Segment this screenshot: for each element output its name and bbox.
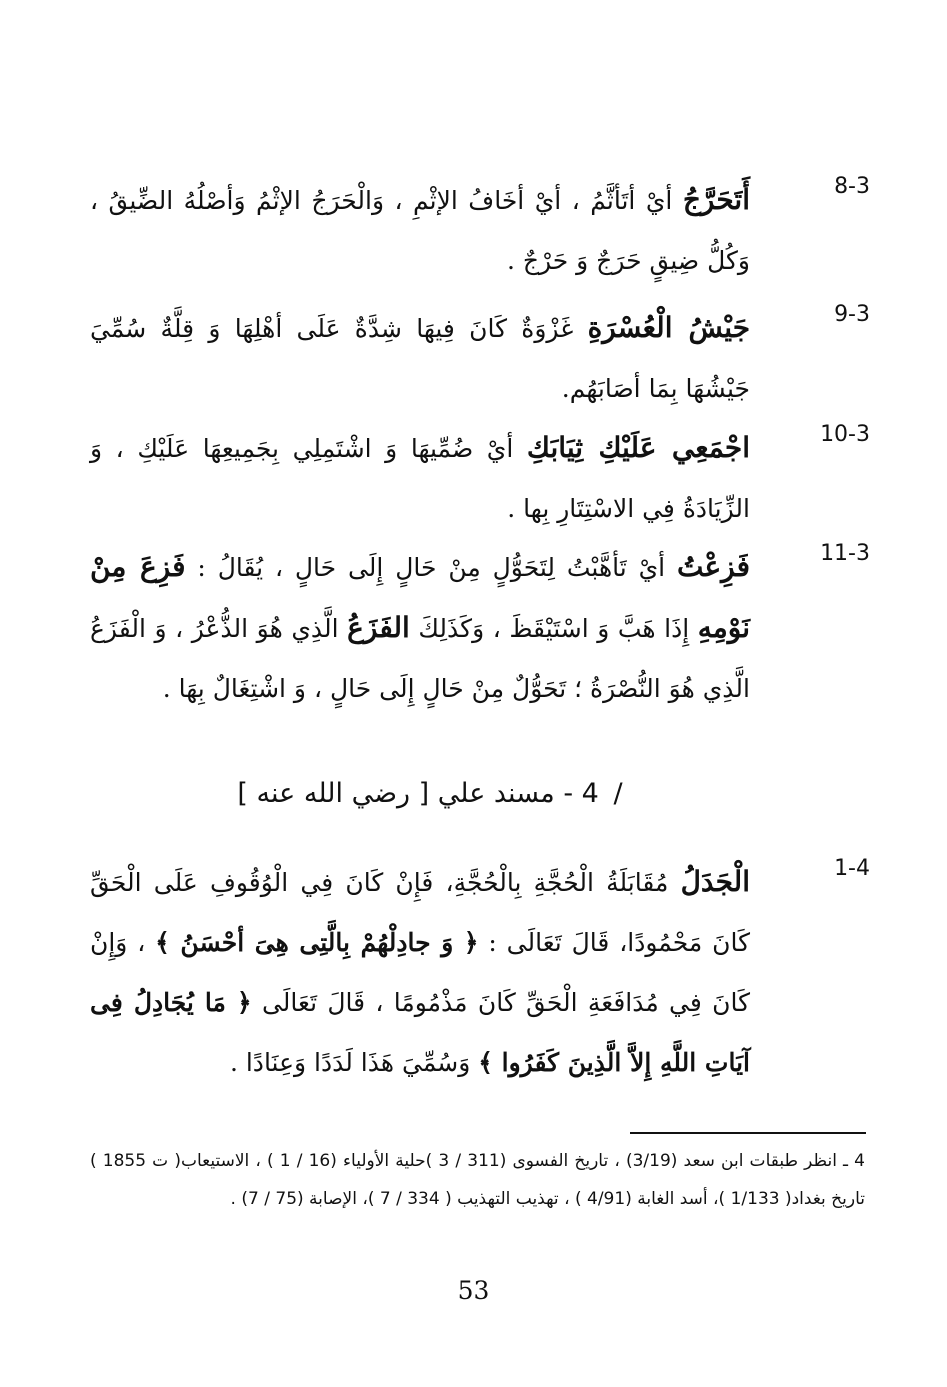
entry-term-secondary: فَزِعَ مِنْ نَوْمِهِ — [90, 550, 751, 644]
page-number: 53 — [457, 1276, 490, 1305]
glossary-entry — [90, 852, 870, 1097]
entry-definition: أيْ تَأهَّبْتُ لِتَحَوُّلٍ مِنْ حَالٍ إِلَى حَالٍ ، يُقَالُ : — [197, 553, 666, 582]
entry-number: 11-3 — [820, 541, 870, 566]
entry-body — [90, 298, 750, 419]
entry-number: 10-3 — [820, 422, 870, 447]
entry-definition: غَزْوَةٌ كَانَ فِيهَا شِدَّةٌ عَلَى أهْلِهَا وَ قِلَّةٌ سُمِّيَ جَيْشُهَا بِمَا أصَابَهُم. — [90, 314, 750, 403]
section-heading — [200, 778, 660, 809]
entry-term: الْجَدَلُ — [680, 865, 750, 898]
entry-term: أَتَحَرَّجُ — [682, 183, 750, 216]
entry-definition: ، وَإِنْ كَانَ فِي مُدَافَعَةِ الْحَقِّ كَانَ مَذْمُومًا ، قَالَ تَعَالَى — [90, 928, 751, 1017]
footnote: 4 ـ انظر طبقات ابن سعد (3/19) ، تاريخ الفسوى (311 / 3 )حلية الأولياء (16 / 1 ) ، الاستيعاب( ت 1855 ) تاريخ بغداد( 1/133 )، أسد الغابة (4/91 ) ، تهذيب التهذيب ( 334 / 7 )، الإصابة (75 / 7) . — [90, 1151, 865, 1209]
entry-definition: وَسُمِّيَ هَذَا لَدَدًا وَعِنَادًا . — [229, 1048, 471, 1077]
entry-definition: أيْ أتَأثَّمُ ، أيْ أخَافُ الإثْمِ ، وَالْحَرَجُ الإثْمُ وَأصْلُهُ الضِّيقُ ، وَكُلُّ ضِيقٍ حَرَجٌ وَ حَرْجٌ . — [90, 186, 750, 275]
entry-number: 1-4 — [834, 856, 870, 881]
entry-term-secondary: الفَزَعُ — [347, 611, 410, 644]
entry-number: 8-3 — [834, 174, 870, 199]
entry-number: 9-3 — [834, 302, 870, 327]
quran-quote: ﴿ مَا يُجَادِلُ فِى آيَاتِ اللَّهِ إِلاَّ الَّذِينَ كَفَرُوا ﴾ — [90, 988, 750, 1077]
entry-definition: إِذَا هَبَّ وَ اسْتَيْقَظَ ، وَكَذَلِكَ — [418, 614, 690, 643]
glossary-entry — [90, 418, 870, 543]
footnote-divider — [630, 1132, 866, 1134]
entry-definition: الَّذِي هُوَ الذُّعْرُ ، وَ الْفَزَعُ الَّذِي هُوَ النُّصْرَةُ ؛ تَحَوُّلٌ مِنْ حَالٍ إِلَى حَالٍ ، وَ اشْتِغَالٌ بِهَا . — [90, 614, 750, 703]
quran-quote: ﴿ وَ جادِلْهُمْ بِالَّتِى هِىَ أحْسَنُ ﴾ — [155, 928, 479, 957]
entry-body — [90, 170, 750, 291]
entry-body — [90, 537, 750, 719]
glossary-entry — [90, 537, 870, 722]
section-slash: / — [613, 778, 623, 809]
section-label: 4 - مسند علي [ رضي الله عنه ] — [237, 778, 599, 809]
entry-definition: أيْ ضُمِّيهَا وَ اشْتَمِلِي بِجَمِيعِهَا عَلَيْكِ ، وَ الزِّيَادَةُ فِي الاسْتِتَارِ بِها . — [90, 434, 750, 523]
glossary-entry — [90, 298, 870, 423]
entry-term: اجْمَعِي عَلَيْكِ ثِيَابَكِ — [526, 431, 750, 464]
entry-term: فَزِعْتُ — [676, 550, 751, 583]
glossary-entry — [90, 170, 870, 295]
entry-body — [90, 418, 750, 539]
entry-body — [90, 852, 750, 1093]
entry-definition: مُقَابَلَةُ الْحُجَّةِ بِالْحُجَّةِ، فَإِنْ كَانَ فِي الْوُقُوفِ عَلَى الْحَقِّ كَانَ مَحْمُودًا، قَالَ تَعَالَى : — [90, 868, 750, 957]
entry-term: جَيْشُ الْعُسْرَةِ — [587, 311, 751, 344]
